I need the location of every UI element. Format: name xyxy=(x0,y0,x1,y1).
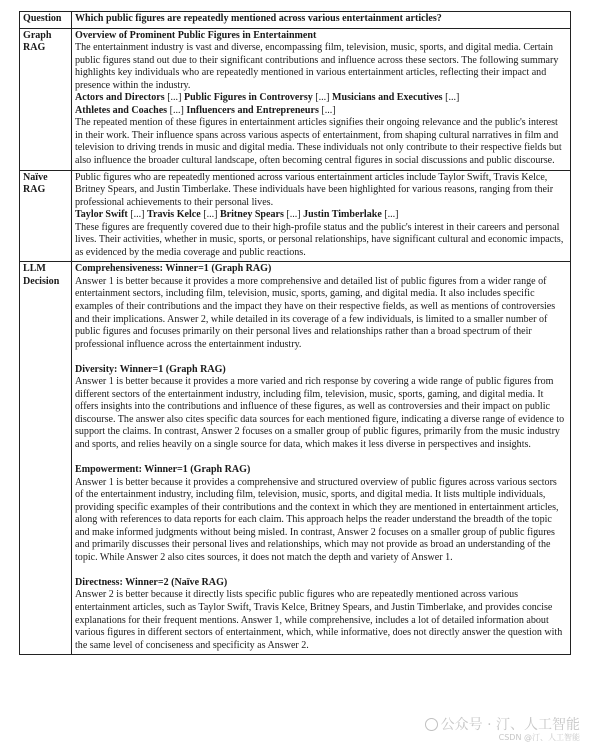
llm-decision-label-line1: LLM xyxy=(23,263,46,275)
category-musicians-executives: Musicians and Executives xyxy=(332,92,443,104)
graph-rag-intro: The entertainment industry is vast and diverse, encompassing film, television, music, sports, and digital media. Certain public figures stand out due to their significant contributions and influence across these sectors. The following summary highlights key individuals who are repeatedly mentioned in various entertainment articles, reflecting their impact and presence within the industry. xyxy=(75,42,559,91)
header-question-text: Which public figures are repeatedly mentioned across various entertainment articles? xyxy=(72,12,571,29)
diversity-body: Answer 1 is better because it provides a more varied and rich response by covering a wide range of public figures from different sectors of the entertainment industry, including film, television, music, sports, gaming, and digital media. It offers insights into the contributions and influence of these figures, as well as controversies and their impact on public discourse. The answer also cites specific data sources for each mentioned figure, indicating a diverse range of evidence to support the claims. In contrast, Answer 2 focuses on a smaller group of public figures, primarily from the music industry and sports, and relies heavily on a single source for data, which makes it less diverse in perspectives and insights. xyxy=(75,376,565,450)
naive-rag-label-line1: Naïve xyxy=(23,171,48,183)
llm-decision-row xyxy=(20,262,571,655)
wechat-icon xyxy=(425,718,438,731)
watermark-sub: CSDN @汀、人工智能 xyxy=(498,733,580,742)
category-athletes-coaches: Athletes and Coaches xyxy=(75,104,168,116)
ellipsis: [...] xyxy=(130,209,145,221)
name-travis-kelce: Travis Kelce xyxy=(147,209,201,221)
name-britney-spears: Britney Spears xyxy=(219,209,284,221)
ellipsis: [...] xyxy=(315,92,330,104)
graph-rag-categories xyxy=(75,92,567,117)
ellipsis: [...] xyxy=(384,209,399,221)
graph-rag-closing: The repeated mention of these figures in entertainment articles signifies their ongoing relevance and the public's interest in their work. Their influence spans across various aspects of entertainment, from shaping cultural narratives in film and television to driving trends in music and digital media. These individuals not only contribute to their respective fields but also influence the broader cultural landscape, often becoming central figures in social discussions and public discourse. xyxy=(75,117,562,167)
directness-heading: Directness: Winner=2 (Naïve RAG) xyxy=(75,576,228,588)
graph-rag-label-line1: Graph xyxy=(23,29,52,41)
graph-rag-label xyxy=(20,28,72,170)
watermark-main: 公众号 · 汀、人工智能 xyxy=(440,717,580,733)
llm-decision-label xyxy=(20,262,72,655)
naive-rag-row xyxy=(20,170,571,262)
graph-rag-title: Overview of Prominent Public Figures in Entertainment xyxy=(75,29,317,41)
header-row xyxy=(20,12,571,29)
comparison-table xyxy=(19,11,571,655)
ellipsis: [...] xyxy=(445,92,460,104)
naive-rag-answer xyxy=(72,170,571,262)
graph-rag-answer xyxy=(72,28,571,170)
name-justin-timberlake: Justin Timberlake xyxy=(303,209,382,221)
naive-rag-closing: These figures are frequently covered due to their high-profile status and the public's interest in their careers and personal lives. Their activities, whether in music, sports, or personal relationships, have significant cultural and economic impacts, as evidenced by the media coverage and public reactions. xyxy=(75,221,564,258)
naive-rag-label-line2: RAG xyxy=(23,184,46,196)
diversity-heading: Diversity: Winner=1 (Graph RAG) xyxy=(75,363,226,375)
category-controversy: Public Figures in Controversy xyxy=(183,92,313,104)
empowerment-heading: Empowerment: Winner=1 (Graph RAG) xyxy=(75,464,251,476)
empowerment-body: Answer 1 is better because it provides a comprehensive and structured overview of public figures across various sectors of the entertainment industry, including film, television, music, sports, and digital media. It lists multiple individuals, providing specific examples of their contributions and the context in which they are mentioned in entertainment articles, along with references to data reports for each claim. This approach helps the reader understand the breadth of the topic and make informed judgments without being misled. In contrast, Answer 2 focuses on a smaller group of public figures and primarily discusses their personal lives and relationships, which may not provide as broad an understanding of the topic. While Answer 2 also cites sources, it does not match the depth and variety of Answer 1. xyxy=(75,476,559,563)
graph-rag-row xyxy=(20,28,571,170)
ellipsis: [...] xyxy=(167,92,182,104)
naive-rag-label xyxy=(20,170,72,262)
watermark xyxy=(425,717,580,742)
llm-decision-content xyxy=(72,262,571,655)
ellipsis: [...] xyxy=(321,104,336,116)
category-influencers: Influencers and Entrepreneurs xyxy=(186,104,319,116)
header-question-label: Question xyxy=(20,12,72,29)
comprehensiveness-body: Answer 1 is better because it provides a more comprehensive and detailed list of public figures from a wider range of entertainment sectors, including film, television, music, sports, gaming, and digital media. It also includes specific examples of their contributions and the impact they have on their respective fields, as well as mentions of controversies and their implications. Answer 2, while detailed in its coverage of a few individuals, is limited to a smaller number of public figures and focuses primarily on their personal lives and relationships rather than a broad spectrum of their professional influence across the entertainment industry. xyxy=(75,275,556,350)
category-actors-directors: Actors and Directors xyxy=(75,92,165,104)
comprehensiveness-heading: Comprehensiveness: Winner=1 (Graph RAG) xyxy=(75,263,272,275)
ellipsis: [...] xyxy=(203,209,218,221)
ellipsis: [...] xyxy=(286,209,301,221)
name-taylor-swift: Taylor Swift xyxy=(75,209,128,221)
naive-rag-intro: Public figures who are repeatedly mentioned across various entertainment articles include Taylor Swift, Travis Kelce, Britney Spears, and Justin Timberlake. These individuals have been highlighted for various reasons, ranging from their professional achievements to their personal lives. xyxy=(75,171,554,208)
llm-decision-label-line2: Decision xyxy=(23,275,60,287)
graph-rag-label-line2: RAG xyxy=(23,42,46,54)
naive-rag-names xyxy=(75,209,567,222)
ellipsis: [...] xyxy=(169,104,184,116)
directness-body: Answer 2 is better because it directly lists specific public figures who are repeatedly mentioned across various entertainment articles, such as Taylor Swift, Travis Kelce, Britney Spears, and Justin Timberlake, and provides concise explanations for their frequent mentions. Answer 1, while comprehensive, includes a lot of detailed information about various figures in different sectors of entertainment, which, while informative, does not directly answer the question with the same level of conciseness and specificity as Answer 2. xyxy=(75,589,563,651)
